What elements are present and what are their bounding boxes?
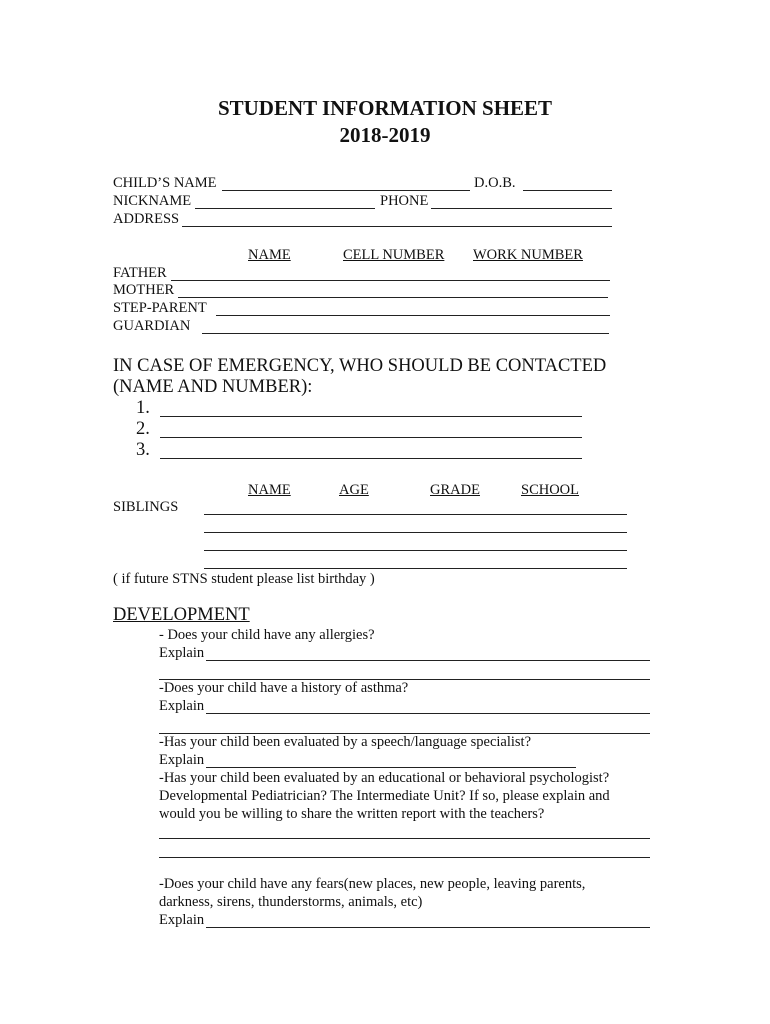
emergency-contact-2-field[interactable] — [160, 437, 582, 438]
school-year: 2018-2019 — [339, 123, 431, 147]
fears-question-line1: -Does your child have any fears(new places, new people, leaving parents, — [159, 876, 586, 892]
siblings-col-name: NAME — [248, 482, 291, 498]
siblings-note: ( if future STNS student please list birthday ) — [113, 571, 375, 587]
allergies-question: - Does your child have any allergies? — [159, 627, 375, 643]
allergies-explain-field[interactable] — [206, 660, 650, 661]
father-label: FATHER — [113, 265, 167, 281]
nickname-field[interactable] — [195, 208, 375, 209]
psychologist-question-line1: -Has your child been evaluated by an educational or behavioral psychologist? — [159, 770, 610, 786]
step-parent-field[interactable] — [216, 315, 610, 316]
dob-field[interactable] — [523, 190, 612, 191]
address-field[interactable] — [182, 226, 612, 227]
siblings-col-school: SCHOOL — [521, 482, 580, 498]
sibling-row-4-field[interactable] — [204, 568, 627, 569]
fears-question-line2: darkness, sirens, thunderstorms, animals, etc) — [159, 894, 423, 910]
siblings-col-age: AGE — [339, 482, 369, 498]
guardian-label: GUARDIAN — [113, 318, 191, 334]
dob-label: D.O.B. — [474, 175, 516, 191]
childs-name-label: CHILD’S NAME — [113, 175, 217, 191]
father-field[interactable] — [171, 280, 610, 281]
sibling-row-3-field[interactable] — [204, 550, 627, 551]
address-label: ADDRESS — [113, 211, 180, 227]
emergency-heading-line1: IN CASE OF EMERGENCY, WHO SHOULD BE CONTACTED — [113, 356, 607, 376]
asthma-explain-field[interactable] — [206, 713, 650, 714]
psychologist-explain-field-2[interactable] — [159, 857, 650, 858]
siblings-label: SIBLINGS — [113, 499, 179, 515]
sibling-row-2-field[interactable] — [204, 532, 627, 533]
childs-name-field[interactable] — [222, 190, 470, 191]
psychologist-explain-field-1[interactable] — [159, 838, 650, 839]
phone-field[interactable] — [431, 208, 612, 209]
emergency-number-1: 1. — [136, 398, 150, 418]
step-parent-label: STEP-PARENT — [113, 300, 207, 316]
mother-field[interactable] — [178, 297, 608, 298]
page-title: STUDENT INFORMATION SHEET — [217, 96, 553, 120]
sibling-row-1-field[interactable] — [204, 514, 627, 515]
emergency-number-2: 2. — [136, 419, 150, 439]
phone-label: PHONE — [380, 193, 429, 209]
speech-explain-label: Explain — [159, 752, 205, 768]
asthma-question: -Does your child have a history of asthma? — [159, 680, 409, 696]
mother-label: MOTHER — [113, 282, 175, 298]
parents-col-work-number: WORK NUMBER — [473, 247, 583, 263]
fears-explain-field[interactable] — [206, 927, 650, 928]
emergency-number-3: 3. — [136, 440, 150, 460]
psychologist-question-line3: would you be willing to share the written report with the teachers? — [159, 806, 545, 822]
emergency-contact-3-field[interactable] — [160, 458, 582, 459]
speech-question: -Has your child been evaluated by a speech/language specialist? — [159, 734, 532, 750]
parents-col-name: NAME — [248, 247, 291, 263]
emergency-contact-1-field[interactable] — [160, 416, 582, 417]
emergency-heading-line2: (NAME AND NUMBER): — [113, 377, 313, 397]
psychologist-question-line2: Developmental Pediatrician? The Intermediate Unit? If so, please explain and — [159, 788, 610, 804]
speech-explain-field[interactable] — [206, 767, 576, 768]
development-heading: DEVELOPMENT — [113, 605, 250, 625]
siblings-col-grade: GRADE — [430, 482, 480, 498]
guardian-field[interactable] — [202, 333, 609, 334]
allergies-explain-label: Explain — [159, 645, 205, 661]
asthma-explain-label: Explain — [159, 698, 205, 714]
parents-col-cell-number: CELL NUMBER — [343, 247, 445, 263]
fears-explain-label: Explain — [159, 912, 205, 928]
nickname-label: NICKNAME — [113, 193, 192, 209]
